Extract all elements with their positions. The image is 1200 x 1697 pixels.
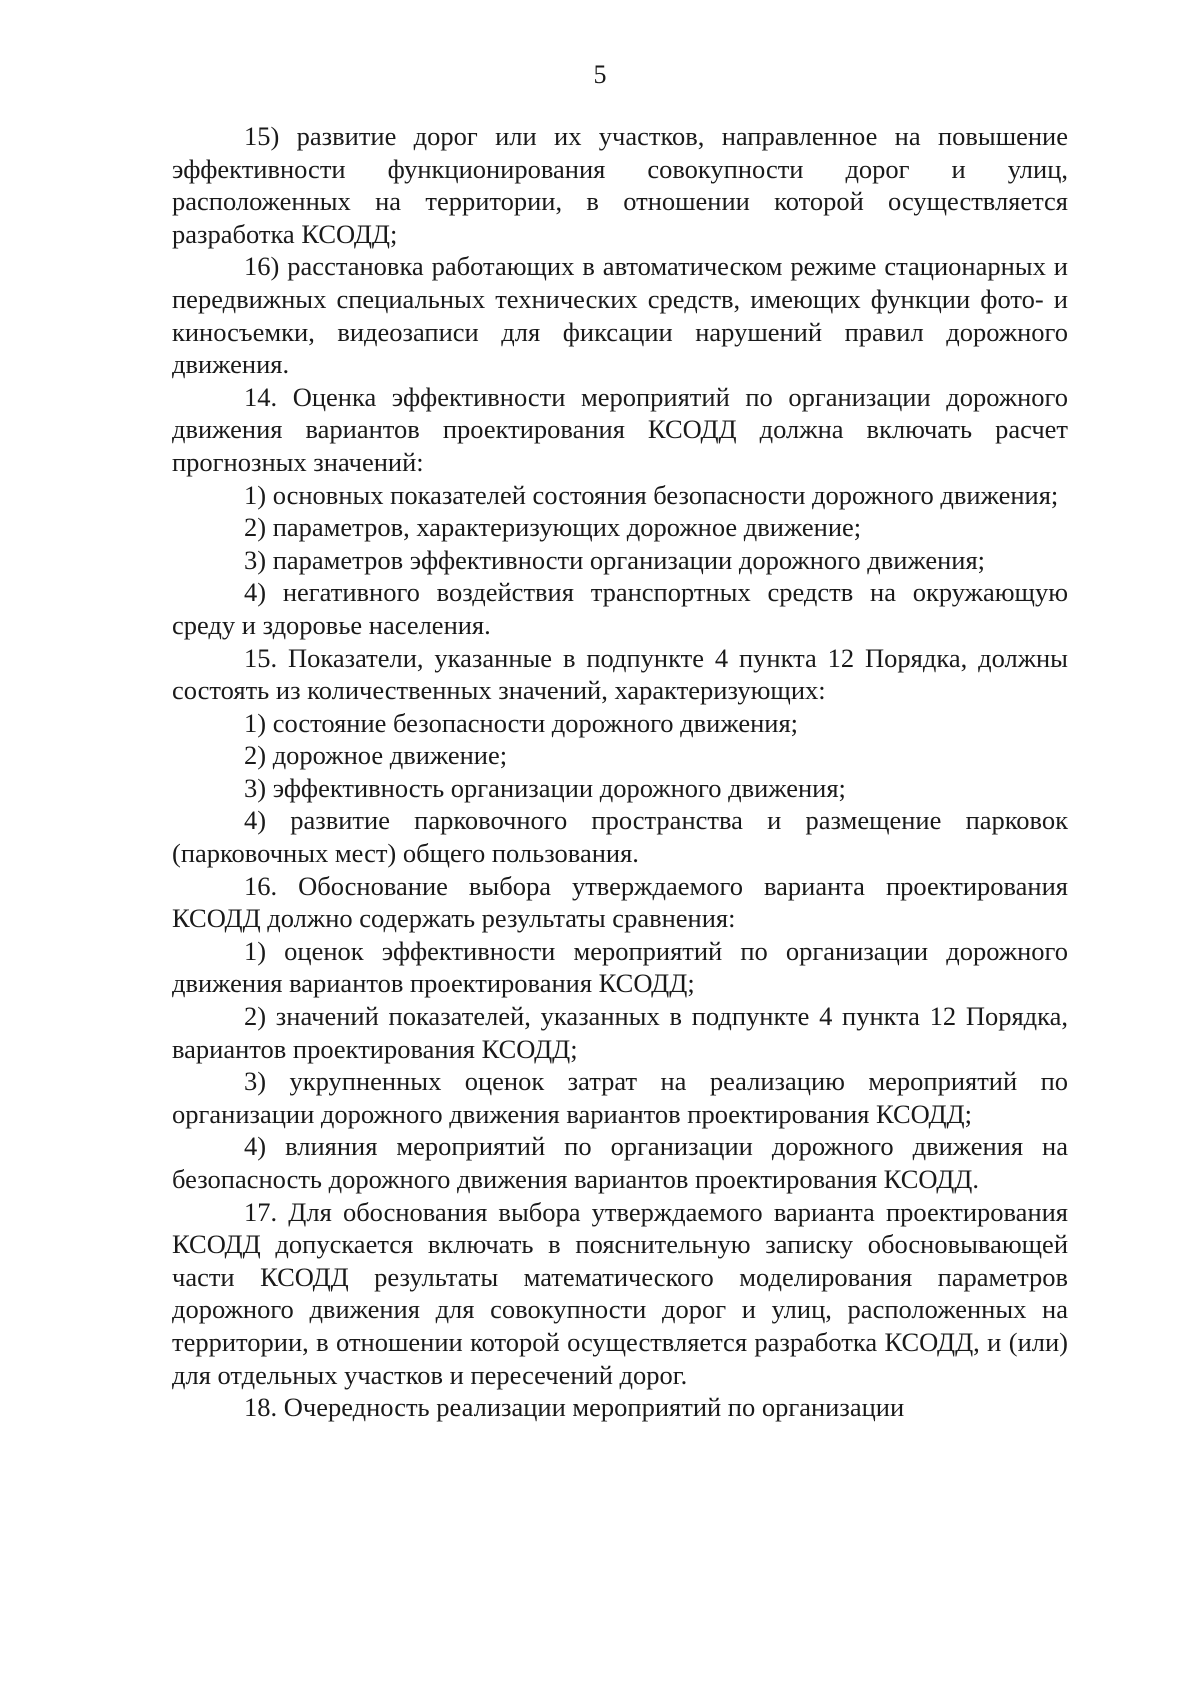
paragraph: 2) значений показателей, указанных в подпункте 4 пункта 12 Порядка, вариантов проектирования КСОДД;: [172, 1001, 1068, 1064]
paragraph: 1) основных показателей состояния безопасности дорожного движения;: [244, 479, 1059, 510]
paragraph: 2) параметров, характеризующих дорожное движение;: [244, 512, 862, 543]
paragraph: 4) негативного воздействия транспортных средств на окружающую среду и здоровье населения.: [172, 577, 1068, 640]
paragraph: 3) укрупненных оценок затрат на реализацию мероприятий по организации дорожного движения вариантов проектирования КСОДД;: [172, 1066, 1068, 1129]
paragraph: 1) состояние безопасности дорожного движения;: [244, 707, 798, 738]
paragraph: 16) расстановка работающих в автоматическом режиме стационарных и передвижных специальных технических средств, имеющих функции фото- и киносъемки, видеозаписи для фиксации нарушений правил дорожного движения.: [172, 251, 1068, 380]
paragraph: 15) развитие дорог или их участков, направленное на повышение эффективности функционирования совокупности дорог и улиц, расположенных на территории, в отношении которой осуществляется разработка КСОДД;: [172, 121, 1068, 249]
paragraph: 14. Оценка эффективности мероприятий по организации дорожного движения вариантов проектирования КСОДД должна включать расчет прогнозных значений:: [172, 381, 1068, 477]
paragraph: 2) дорожное движение;: [244, 740, 508, 771]
paragraph: 1) оценок эффективности мероприятий по организации дорожного движения вариантов проектирования КСОДД;: [172, 935, 1068, 999]
paragraph: 15. Показатели, указанные в подпункте 4 пункта 12 Порядка, должны состоять из количественных значений, характеризующих:: [172, 642, 1068, 706]
paragraph: 17. Для обоснования выбора утверждаемого варианта проектирования КСОДД допускается включать в пояснительную записку обосновывающей части КСОДД результаты математического моделирования параметров дорожного движения для совокупности дорог и улиц, расположенных на территории, в отношении которой осуществляется разработка КСОДД, и (или) для отдельных участков и пересечений дорог.: [172, 1196, 1068, 1390]
document-text: [172, 120, 1068, 1424]
paragraph: 4) развитие парковочного пространства и размещение парковок (парковочных мест) общего пользования.: [172, 805, 1068, 869]
paragraph: 3) эффективность организации дорожного движения;: [244, 772, 846, 803]
paragraph: 3) параметров эффективности организации дорожного движения;: [244, 544, 986, 575]
paragraph: 18. Очередность реализации мероприятий по организации: [244, 1392, 905, 1423]
paragraph: 4) влияния мероприятий по организации дорожного движения на безопасность дорожного движения вариантов проектирования КСОДД.: [172, 1131, 1068, 1194]
page-number: 5: [593, 60, 607, 89]
paragraph: 16. Обоснование выбора утверждаемого варианта проектирования КСОДД должно содержать результаты сравнения:: [172, 870, 1068, 934]
